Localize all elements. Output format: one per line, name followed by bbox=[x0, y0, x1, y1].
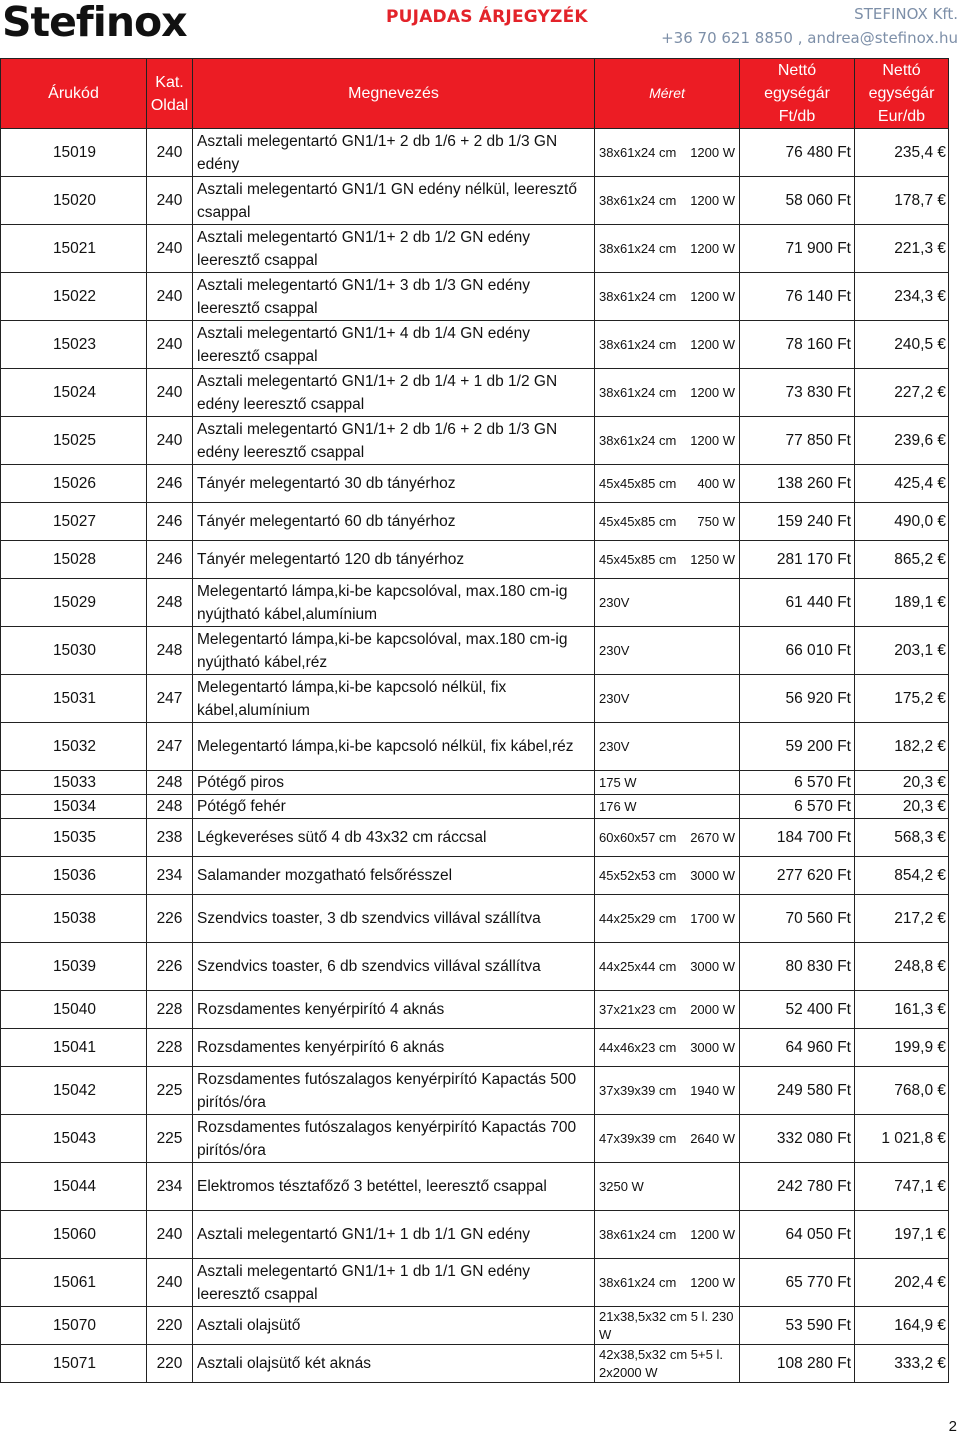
power-rating: 1200 W bbox=[690, 240, 735, 256]
product-name: Melegentartó lámpa,ki-be kapcsoló nélkül, fix kábel,réz bbox=[193, 723, 595, 771]
product-code: 15061 bbox=[1, 1259, 147, 1307]
table-row bbox=[1, 819, 949, 857]
product-name: Asztali melegentartó GN1/1+ 2 db 1/6 + 2 db 1/3 GN edény leeresztő csappal bbox=[193, 417, 595, 465]
price-table bbox=[0, 58, 949, 1383]
product-size bbox=[595, 321, 740, 369]
company-name: STEFINOX Kft. bbox=[854, 5, 958, 23]
price-huf: 59 200 Ft bbox=[740, 723, 855, 771]
product-size bbox=[595, 579, 740, 627]
product-size bbox=[595, 273, 740, 321]
price-eur: 854,2 € bbox=[855, 857, 949, 895]
product-name: Tányér melegentartó 30 db tányérhoz bbox=[193, 465, 595, 503]
column-header-code: Árukód bbox=[1, 59, 147, 129]
price-huf: 77 850 Ft bbox=[740, 417, 855, 465]
size-dimensions: 230V bbox=[599, 738, 630, 754]
price-eur: 199,9 € bbox=[855, 1029, 949, 1067]
table-row bbox=[1, 1259, 949, 1307]
price-eur: 189,1 € bbox=[855, 579, 949, 627]
power-rating: 1200 W bbox=[690, 1274, 735, 1290]
table-row bbox=[1, 273, 949, 321]
size-dimensions: 45x45x85 cm bbox=[599, 513, 677, 529]
table-row bbox=[1, 129, 949, 177]
product-code: 15071 bbox=[1, 1345, 147, 1383]
price-eur: 182,2 € bbox=[855, 723, 949, 771]
product-name: Rozsdamentes futószalagos kenyérpirító Kapactás 500 pirítós/óra bbox=[193, 1067, 595, 1115]
product-code: 15070 bbox=[1, 1307, 147, 1345]
catalog-page: 248 bbox=[147, 627, 193, 675]
price-eur: 227,2 € bbox=[855, 369, 949, 417]
power-rating: 1200 W bbox=[690, 192, 735, 208]
size-dimensions: 175 W bbox=[599, 774, 637, 790]
product-name: Tányér melegentartó 120 db tányérhoz bbox=[193, 541, 595, 579]
product-size bbox=[595, 857, 740, 895]
catalog-page: 240 bbox=[147, 1211, 193, 1259]
price-eur: 239,6 € bbox=[855, 417, 949, 465]
product-name: Melegentartó lámpa,ki-be kapcsoló nélkül, fix kábel,alumínium bbox=[193, 675, 595, 723]
product-size bbox=[595, 1259, 740, 1307]
product-size bbox=[595, 627, 740, 675]
table-row bbox=[1, 1345, 949, 1383]
price-huf: 76 140 Ft bbox=[740, 273, 855, 321]
product-size bbox=[595, 723, 740, 771]
price-huf: 65 770 Ft bbox=[740, 1259, 855, 1307]
product-code: 15036 bbox=[1, 857, 147, 895]
catalog-page: 240 bbox=[147, 225, 193, 273]
price-huf: 76 480 Ft bbox=[740, 129, 855, 177]
product-name: Rozsdamentes kenyérpirító 4 aknás bbox=[193, 991, 595, 1029]
catalog-page: 248 bbox=[147, 579, 193, 627]
catalog-page: 247 bbox=[147, 675, 193, 723]
power-rating: 3000 W bbox=[690, 958, 735, 974]
price-huf: 108 280 Ft bbox=[740, 1345, 855, 1383]
size-dimensions: 38x61x24 cm bbox=[599, 432, 677, 448]
power-rating: 1200 W bbox=[690, 384, 735, 400]
price-huf: 281 170 Ft bbox=[740, 541, 855, 579]
column-header-price-eur: Nettó egységár Eur/db bbox=[855, 59, 949, 129]
size-dimensions: 47x39x39 cm bbox=[599, 1130, 677, 1146]
product-code: 15025 bbox=[1, 417, 147, 465]
product-code: 15040 bbox=[1, 991, 147, 1029]
catalog-page: 240 bbox=[147, 369, 193, 417]
catalog-page: 240 bbox=[147, 1259, 193, 1307]
product-name: Melegentartó lámpa,ki-be kapcsolóval, max.180 cm-ig nyújtható kábel,réz bbox=[193, 627, 595, 675]
product-size bbox=[595, 465, 740, 503]
size-dimensions: 38x61x24 cm bbox=[599, 240, 677, 256]
size-dimensions: 21x38,5x32 cm 5 l. 230 W bbox=[599, 1308, 734, 1342]
price-eur: 425,4 € bbox=[855, 465, 949, 503]
table-row bbox=[1, 795, 949, 819]
product-name: Asztali melegentartó GN1/1+ 1 db 1/1 GN edény bbox=[193, 1211, 595, 1259]
price-huf: 138 260 Ft bbox=[740, 465, 855, 503]
price-eur: 203,1 € bbox=[855, 627, 949, 675]
size-dimensions: 45x52x53 cm bbox=[599, 867, 677, 883]
catalog-page: 226 bbox=[147, 943, 193, 991]
price-huf: 64 960 Ft bbox=[740, 1029, 855, 1067]
product-name: Asztali melegentartó GN1/1+ 2 db 1/2 GN edény leeresztő csappal bbox=[193, 225, 595, 273]
price-huf: 159 240 Ft bbox=[740, 503, 855, 541]
price-huf: 332 080 Ft bbox=[740, 1115, 855, 1163]
product-code: 15019 bbox=[1, 129, 147, 177]
table-row bbox=[1, 771, 949, 795]
product-size bbox=[595, 225, 740, 273]
table-row bbox=[1, 225, 949, 273]
table-row bbox=[1, 369, 949, 417]
power-rating: 1250 W bbox=[690, 551, 735, 567]
product-name: Asztali melegentartó GN1/1+ 3 db 1/3 GN edény leeresztő csappal bbox=[193, 273, 595, 321]
product-size bbox=[595, 1067, 740, 1115]
product-size bbox=[595, 1029, 740, 1067]
size-dimensions: 37x21x23 cm bbox=[599, 1001, 677, 1017]
price-eur: 178,7 € bbox=[855, 177, 949, 225]
price-huf: 66 010 Ft bbox=[740, 627, 855, 675]
product-name: Asztali melegentartó GN1/1+ 4 db 1/4 GN edény leeresztő csappal bbox=[193, 321, 595, 369]
product-code: 15042 bbox=[1, 1067, 147, 1115]
power-rating: 1200 W bbox=[690, 144, 735, 160]
product-size bbox=[595, 177, 740, 225]
price-huf: 56 920 Ft bbox=[740, 675, 855, 723]
table-row bbox=[1, 627, 949, 675]
size-dimensions: 38x61x24 cm bbox=[599, 288, 677, 304]
size-dimensions: 38x61x24 cm bbox=[599, 336, 677, 352]
product-name: Elektromos tésztafőző 3 betéttel, leeresztő csappal bbox=[193, 1163, 595, 1211]
product-code: 15029 bbox=[1, 579, 147, 627]
product-code: 15024 bbox=[1, 369, 147, 417]
product-size bbox=[595, 675, 740, 723]
product-size bbox=[595, 369, 740, 417]
product-name: Szendvics toaster, 3 db szendvics villával szállítva bbox=[193, 895, 595, 943]
product-size bbox=[595, 129, 740, 177]
product-name: Asztali olajsütő bbox=[193, 1307, 595, 1345]
table-row bbox=[1, 943, 949, 991]
catalog-page: 228 bbox=[147, 1029, 193, 1067]
product-code: 15021 bbox=[1, 225, 147, 273]
price-huf: 73 830 Ft bbox=[740, 369, 855, 417]
catalog-page: 234 bbox=[147, 857, 193, 895]
size-dimensions: 38x61x24 cm bbox=[599, 192, 677, 208]
product-size bbox=[595, 943, 740, 991]
power-rating: 1700 W bbox=[690, 910, 735, 926]
product-code: 15026 bbox=[1, 465, 147, 503]
product-name: Melegentartó lámpa,ki-be kapcsolóval, max.180 cm-ig nyújtható kábel,alumínium bbox=[193, 579, 595, 627]
product-size bbox=[595, 771, 740, 795]
size-dimensions: 42x38,5x32 cm 5+5 l. 2x2000 W bbox=[599, 1346, 723, 1380]
product-name: Rozsdamentes futószalagos kenyérpirító Kapactás 700 pirítós/óra bbox=[193, 1115, 595, 1163]
column-header-name: Megnevezés bbox=[193, 59, 595, 129]
price-eur: 1 021,8 € bbox=[855, 1115, 949, 1163]
size-dimensions: 176 W bbox=[599, 798, 637, 814]
size-dimensions: 38x61x24 cm bbox=[599, 144, 677, 160]
size-dimensions: 60x60x57 cm bbox=[599, 829, 677, 845]
price-huf: 78 160 Ft bbox=[740, 321, 855, 369]
catalog-page: 225 bbox=[147, 1115, 193, 1163]
size-dimensions: 38x61x24 cm bbox=[599, 1226, 677, 1242]
catalog-page: 246 bbox=[147, 465, 193, 503]
product-name: Asztali melegentartó GN1/1+ 1 db 1/1 GN edény leeresztő csappal bbox=[193, 1259, 595, 1307]
catalog-page: 240 bbox=[147, 129, 193, 177]
catalog-page: 240 bbox=[147, 321, 193, 369]
power-rating: 2640 W bbox=[690, 1130, 735, 1146]
price-eur: 240,5 € bbox=[855, 321, 949, 369]
product-code: 15044 bbox=[1, 1163, 147, 1211]
table-row bbox=[1, 177, 949, 225]
power-rating: 1200 W bbox=[690, 336, 735, 352]
price-huf: 6 570 Ft bbox=[740, 771, 855, 795]
product-code: 15043 bbox=[1, 1115, 147, 1163]
price-eur: 197,1 € bbox=[855, 1211, 949, 1259]
product-name: Asztali melegentartó GN1/1+ 2 db 1/6 + 2 db 1/3 GN edény bbox=[193, 129, 595, 177]
product-size bbox=[595, 1163, 740, 1211]
size-dimensions: 45x45x85 cm bbox=[599, 551, 677, 567]
catalog-page: 238 bbox=[147, 819, 193, 857]
table-row bbox=[1, 465, 949, 503]
price-eur: 768,0 € bbox=[855, 1067, 949, 1115]
table-row bbox=[1, 991, 949, 1029]
power-rating: 400 W bbox=[697, 475, 735, 491]
product-name: Rozsdamentes kenyérpirító 6 aknás bbox=[193, 1029, 595, 1067]
size-dimensions: 3250 W bbox=[599, 1178, 644, 1194]
product-size bbox=[595, 541, 740, 579]
product-code: 15023 bbox=[1, 321, 147, 369]
product-size bbox=[595, 819, 740, 857]
product-code: 15034 bbox=[1, 795, 147, 819]
product-size bbox=[595, 503, 740, 541]
table-header bbox=[1, 59, 949, 129]
table-row bbox=[1, 541, 949, 579]
size-dimensions: 230V bbox=[599, 690, 630, 706]
price-eur: 747,1 € bbox=[855, 1163, 949, 1211]
size-dimensions: 38x61x24 cm bbox=[599, 1274, 677, 1290]
product-code: 15027 bbox=[1, 503, 147, 541]
price-eur: 175,2 € bbox=[855, 675, 949, 723]
power-rating: 1200 W bbox=[690, 1226, 735, 1242]
column-header-page: Kat. Oldal bbox=[147, 59, 193, 129]
catalog-page: 228 bbox=[147, 991, 193, 1029]
size-dimensions: 37x39x39 cm bbox=[599, 1082, 677, 1098]
power-rating: 1200 W bbox=[690, 288, 735, 304]
product-name: Salamander mozgatható felsőrésszel bbox=[193, 857, 595, 895]
column-header-size: Méret bbox=[595, 59, 740, 129]
price-eur: 161,3 € bbox=[855, 991, 949, 1029]
product-size bbox=[595, 417, 740, 465]
product-size bbox=[595, 1115, 740, 1163]
product-size bbox=[595, 991, 740, 1029]
product-name: Asztali melegentartó GN1/1 GN edény nélkül, leeresztő csappal bbox=[193, 177, 595, 225]
price-eur: 248,8 € bbox=[855, 943, 949, 991]
product-name: Tányér melegentartó 60 db tányérhoz bbox=[193, 503, 595, 541]
price-eur: 20,3 € bbox=[855, 795, 949, 819]
price-huf: 277 620 Ft bbox=[740, 857, 855, 895]
size-dimensions: 45x45x85 cm bbox=[599, 475, 677, 491]
price-eur: 217,2 € bbox=[855, 895, 949, 943]
contact-info: +36 70 621 8850 , andrea@stefinox.hu bbox=[661, 29, 958, 47]
price-huf: 64 050 Ft bbox=[740, 1211, 855, 1259]
company-logo: Stefinox bbox=[2, 0, 187, 46]
product-name: Légkeveréses sütő 4 db 43x32 cm ráccsal bbox=[193, 819, 595, 857]
table-row bbox=[1, 579, 949, 627]
price-huf: 58 060 Ft bbox=[740, 177, 855, 225]
catalog-page: 220 bbox=[147, 1345, 193, 1383]
size-dimensions: 38x61x24 cm bbox=[599, 384, 677, 400]
product-size bbox=[595, 1307, 740, 1345]
product-code: 15060 bbox=[1, 1211, 147, 1259]
catalog-page: 226 bbox=[147, 895, 193, 943]
table-row bbox=[1, 723, 949, 771]
table-row bbox=[1, 675, 949, 723]
table-row bbox=[1, 503, 949, 541]
product-name: Szendvics toaster, 6 db szendvics villával szállítva bbox=[193, 943, 595, 991]
price-eur: 20,3 € bbox=[855, 771, 949, 795]
table-row bbox=[1, 1163, 949, 1211]
price-eur: 234,3 € bbox=[855, 273, 949, 321]
table-row bbox=[1, 1029, 949, 1067]
page-header bbox=[0, 0, 960, 56]
catalog-page: 248 bbox=[147, 795, 193, 819]
product-size bbox=[595, 795, 740, 819]
power-rating: 2000 W bbox=[690, 1001, 735, 1017]
power-rating: 3000 W bbox=[690, 867, 735, 883]
price-eur: 221,3 € bbox=[855, 225, 949, 273]
catalog-page: 225 bbox=[147, 1067, 193, 1115]
price-huf: 70 560 Ft bbox=[740, 895, 855, 943]
table-row bbox=[1, 417, 949, 465]
power-rating: 1940 W bbox=[690, 1082, 735, 1098]
product-size bbox=[595, 1345, 740, 1383]
price-eur: 865,2 € bbox=[855, 541, 949, 579]
column-header-price-huf: Nettó egységár Ft/db bbox=[740, 59, 855, 129]
product-code: 15039 bbox=[1, 943, 147, 991]
product-code: 15038 bbox=[1, 895, 147, 943]
price-huf: 6 570 Ft bbox=[740, 795, 855, 819]
catalog-page: 240 bbox=[147, 417, 193, 465]
price-huf: 53 590 Ft bbox=[740, 1307, 855, 1345]
product-code: 15031 bbox=[1, 675, 147, 723]
product-size bbox=[595, 1211, 740, 1259]
price-huf: 242 780 Ft bbox=[740, 1163, 855, 1211]
catalog-page: 234 bbox=[147, 1163, 193, 1211]
price-huf: 61 440 Ft bbox=[740, 579, 855, 627]
table-body bbox=[1, 129, 949, 1383]
size-dimensions: 44x25x29 cm bbox=[599, 910, 677, 926]
price-eur: 568,3 € bbox=[855, 819, 949, 857]
catalog-page: 220 bbox=[147, 1307, 193, 1345]
size-dimensions: 44x46x23 cm bbox=[599, 1039, 677, 1055]
price-eur: 164,9 € bbox=[855, 1307, 949, 1345]
product-size bbox=[595, 895, 740, 943]
table-row bbox=[1, 1307, 949, 1345]
product-name: Pótégő piros bbox=[193, 771, 595, 795]
price-huf: 184 700 Ft bbox=[740, 819, 855, 857]
table-row bbox=[1, 1067, 949, 1115]
page-number: 2 bbox=[948, 1418, 957, 1435]
table-row bbox=[1, 857, 949, 895]
product-name: Asztali melegentartó GN1/1+ 2 db 1/4 + 1 db 1/2 GN edény leeresztő csappal bbox=[193, 369, 595, 417]
price-huf: 71 900 Ft bbox=[740, 225, 855, 273]
catalog-page: 246 bbox=[147, 541, 193, 579]
power-rating: 2670 W bbox=[690, 829, 735, 845]
price-huf: 249 580 Ft bbox=[740, 1067, 855, 1115]
document-title: PUJADAS ÁRJEGYZÉK bbox=[386, 7, 588, 27]
size-dimensions: 230V bbox=[599, 594, 630, 610]
table-row bbox=[1, 895, 949, 943]
product-code: 15030 bbox=[1, 627, 147, 675]
table-row bbox=[1, 1115, 949, 1163]
table-row bbox=[1, 321, 949, 369]
catalog-page: 240 bbox=[147, 273, 193, 321]
product-name: Asztali olajsütő két aknás bbox=[193, 1345, 595, 1383]
product-code: 15033 bbox=[1, 771, 147, 795]
power-rating: 1200 W bbox=[690, 432, 735, 448]
product-code: 15041 bbox=[1, 1029, 147, 1067]
power-rating: 3000 W bbox=[690, 1039, 735, 1055]
table-row bbox=[1, 1211, 949, 1259]
product-code: 15028 bbox=[1, 541, 147, 579]
catalog-page: 240 bbox=[147, 177, 193, 225]
product-code: 15035 bbox=[1, 819, 147, 857]
price-eur: 333,2 € bbox=[855, 1345, 949, 1383]
price-huf: 52 400 Ft bbox=[740, 991, 855, 1029]
product-code: 15020 bbox=[1, 177, 147, 225]
product-name: Pótégő fehér bbox=[193, 795, 595, 819]
price-eur: 202,4 € bbox=[855, 1259, 949, 1307]
size-dimensions: 230V bbox=[599, 642, 630, 658]
catalog-page: 247 bbox=[147, 723, 193, 771]
catalog-page: 248 bbox=[147, 771, 193, 795]
price-eur: 490,0 € bbox=[855, 503, 949, 541]
product-code: 15032 bbox=[1, 723, 147, 771]
price-eur: 235,4 € bbox=[855, 129, 949, 177]
size-dimensions: 44x25x44 cm bbox=[599, 958, 677, 974]
power-rating: 750 W bbox=[697, 513, 735, 529]
price-huf: 80 830 Ft bbox=[740, 943, 855, 991]
product-code: 15022 bbox=[1, 273, 147, 321]
catalog-page: 246 bbox=[147, 503, 193, 541]
